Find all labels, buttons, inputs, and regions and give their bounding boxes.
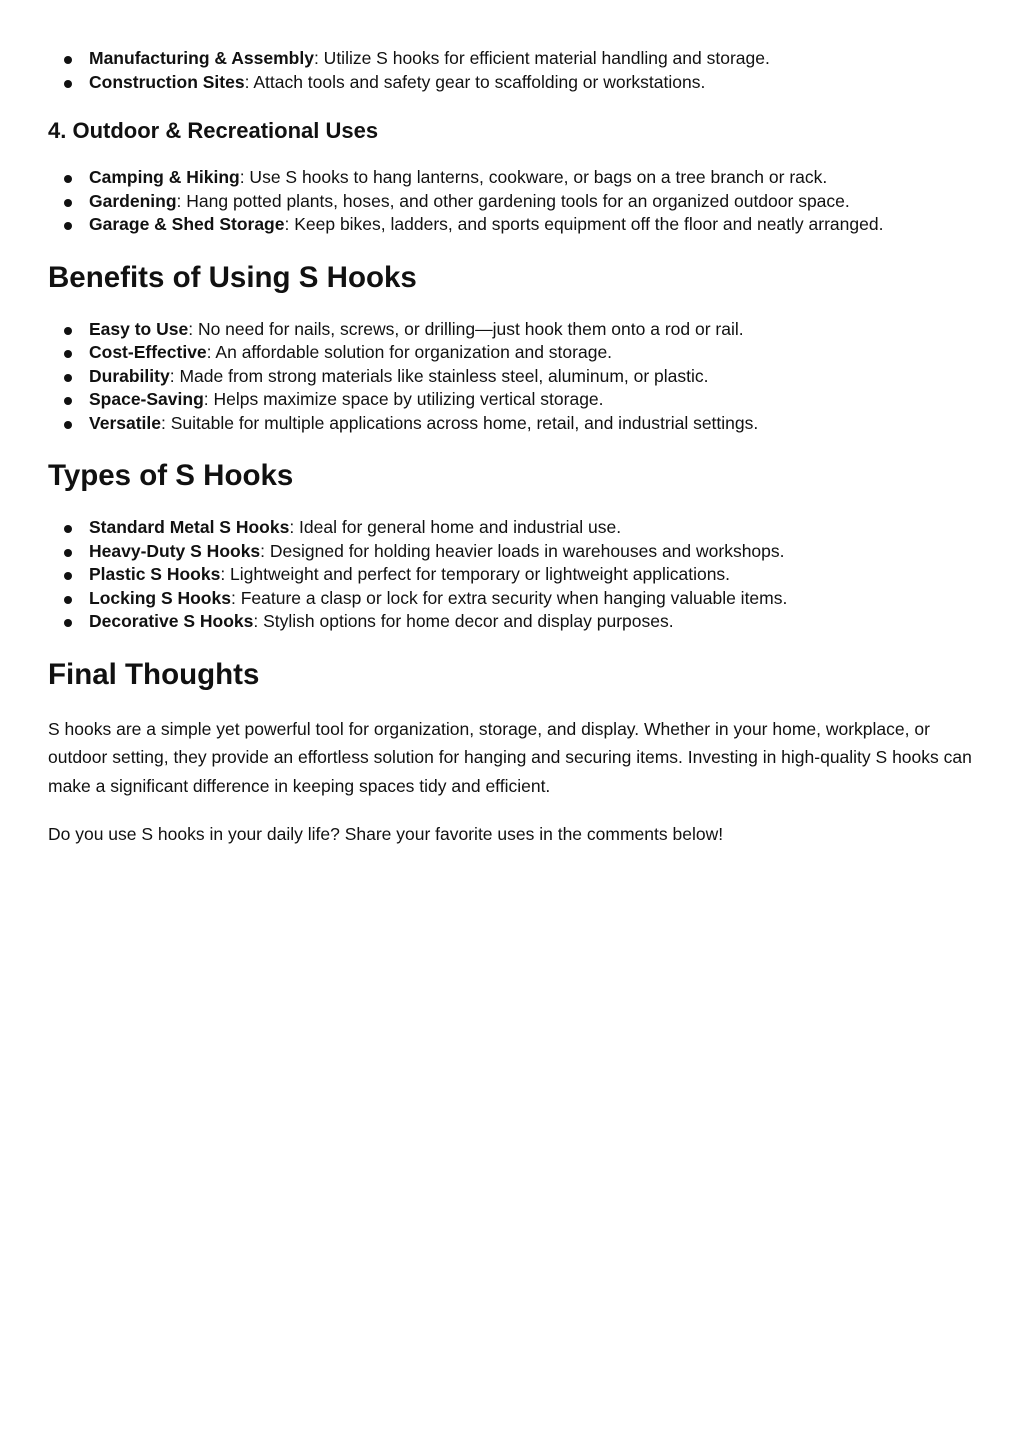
list-item [48,412,976,436]
industrial-uses-list [48,47,976,94]
list-item-term: Garage & Shed Storage [89,214,285,234]
list-item-description: : Feature a clasp or lock for extra security when hanging valuable items. [230,587,788,608]
closing-question: Do you use S hooks in your daily life? Share your favorite uses in the comments below! [48,824,724,844]
benefits-heading: Benefits of Using S Hooks [48,260,417,294]
list-item-term: Heavy-Duty S Hooks [89,540,261,561]
list-item-description: : Suitable for multiple applications across home, retail, and industrial settings. [161,412,759,433]
list-item-description: : Made from strong materials like stainless steel, aluminum, or plastic. [169,365,709,386]
list-item [48,563,976,587]
list-item-description: : Hang potted plants, hoses, and other gardening tools for an organized outdoor space. [176,190,850,211]
list-item [48,341,976,365]
list-item-term: Space-Saving [89,389,204,409]
list-item-description: : Lightweight and perfect for temporary or lightweight applications. [220,564,731,584]
list-item-description: : Stylish options for home decor and display purposes. [253,611,674,631]
outdoor-uses-list [48,166,976,237]
list-item [48,365,976,389]
list-item [48,318,976,342]
list-item-term: Construction Sites [89,71,245,92]
list-item-description: : Helps maximize space by utilizing vertical storage. [203,389,604,409]
list-item [48,540,976,564]
list-item-term: Durability [89,365,170,386]
list-item [48,71,976,95]
list-item-term: Manufacturing & Assembly [89,48,314,68]
list-item-term: Locking S Hooks [89,587,231,608]
types-heading: Types of S Hooks [48,459,294,492]
list-item-description: : No need for nails, screws, or drilling—just hook them onto a rod or rail. [188,318,744,339]
list-item [48,166,976,190]
list-item-description: : Keep bikes, ladders, and sports equipment off the floor and neatly arranged. [284,214,884,234]
list-item-term: Standard Metal S Hooks [89,517,290,537]
list-item-description: : Designed for holding heavier loads in warehouses and workshops. [260,540,785,561]
list-item-term: Cost-Effective [89,342,207,362]
list-item-term: Easy to Use [89,318,189,339]
list-item-description: : Use S hooks to hang lanterns, cookware, or bags on a tree branch or rack. [239,167,828,187]
list-item [48,587,976,611]
list-item-description: : Attach tools and safety gear to scaffolding or workstations. [244,71,706,92]
list-item [48,190,976,214]
types-list [48,516,976,634]
list-item [48,610,976,634]
list-item-term: Gardening [89,190,177,211]
list-item-description: : Ideal for general home and industrial use. [289,517,622,537]
final-thoughts-heading: Final Thoughts [48,657,260,691]
list-item [48,213,976,237]
list-item-term: Camping & Hiking [89,167,240,187]
final-thoughts-paragraph: S hooks are a simple yet powerful tool for organization, storage, and display. Whether in your home, workplace, or outdoor setting, they provide an effortless solution for hanging and securing items. Investing in high-quality S hooks can make a significant difference in keeping spaces tidy and efficient. [48,718,972,796]
list-item-term: Plastic S Hooks [89,564,221,584]
list-item [48,388,976,412]
list-item [48,47,976,71]
list-item-description: : An affordable solution for organization and storage. [206,342,613,362]
list-item [48,516,976,540]
list-item-term: Versatile [89,412,161,433]
list-item-term: Decorative S Hooks [89,611,254,631]
benefits-list [48,318,976,436]
outdoor-uses-heading: 4. Outdoor & Recreational Uses [48,118,379,143]
list-item-description: : Utilize S hooks for efficient material handling and storage. [313,48,770,68]
